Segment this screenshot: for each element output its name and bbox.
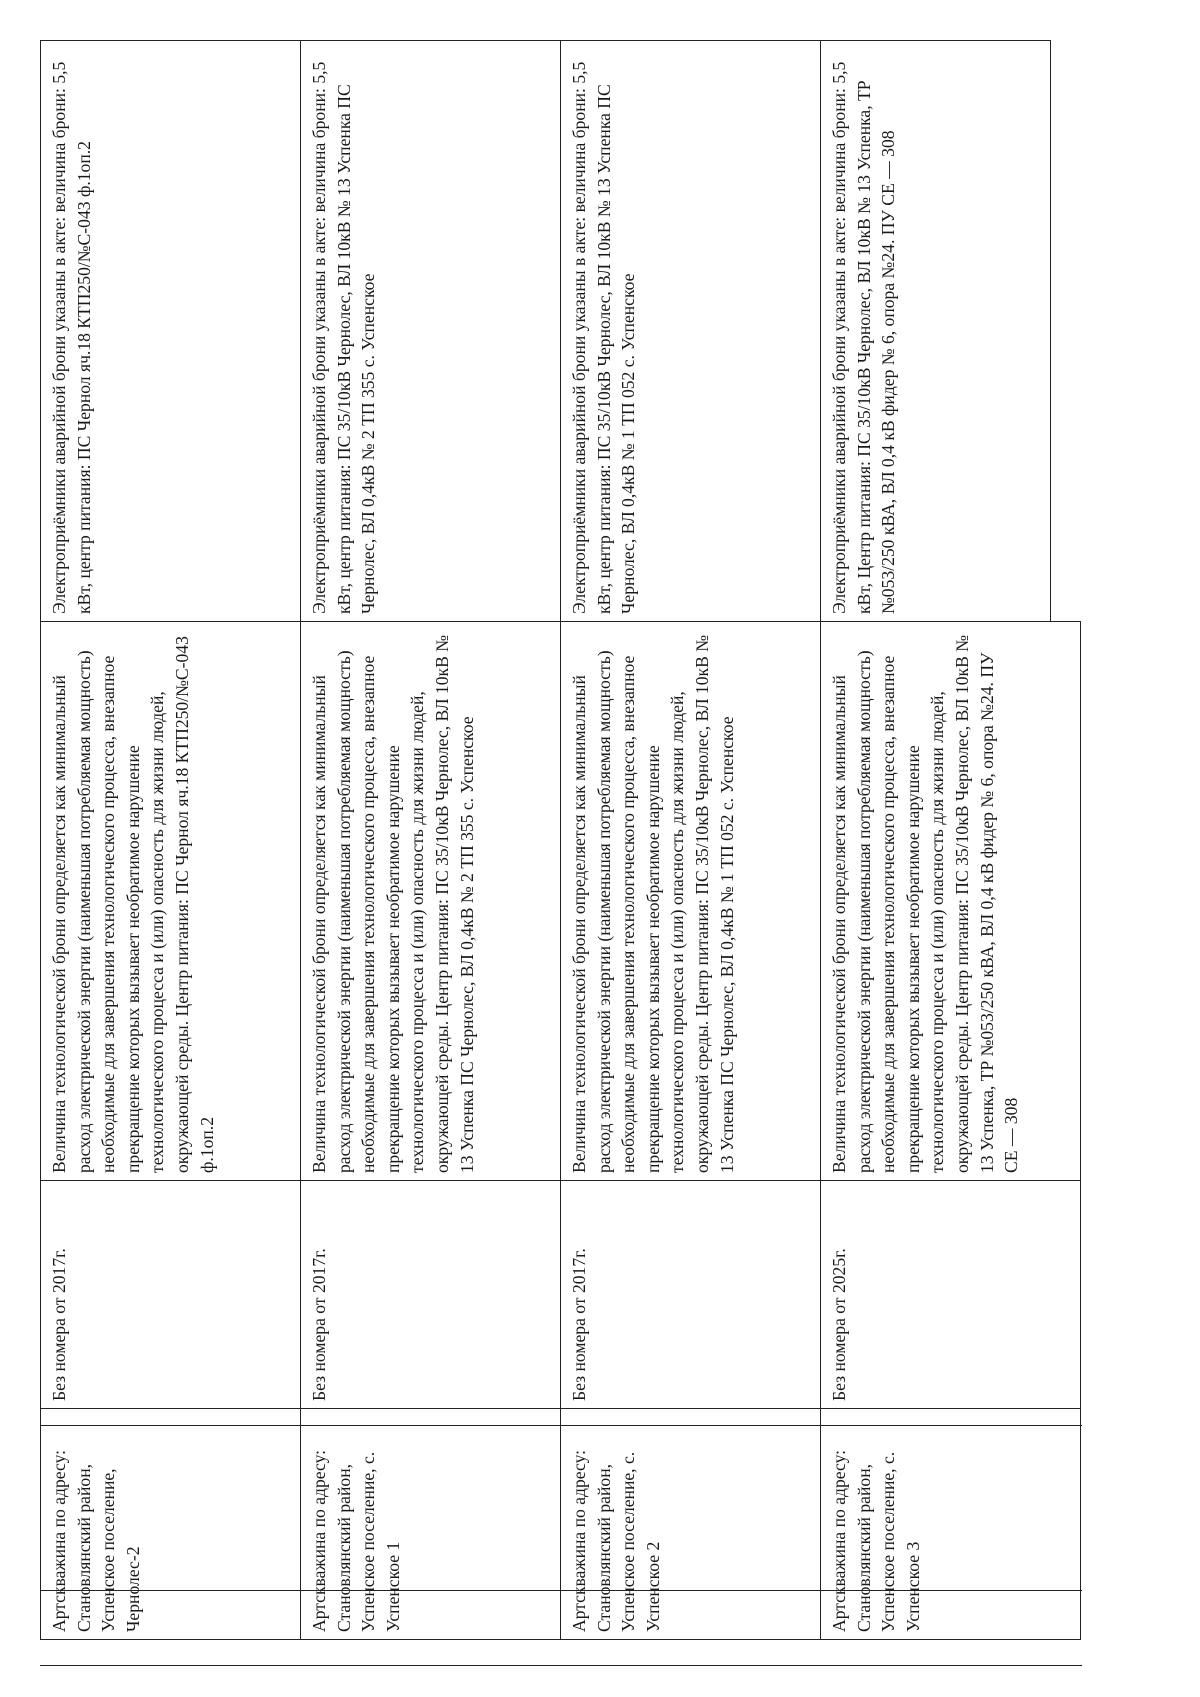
technological-reserve-cell: Величина технологической брони определяется как минимальный расход электрической энергии (наименьшая потребляемая мощность) необходимые для завершения технологического процесса, внезапное прекращение которых вызывает необратимое нарушение технологического процесса и (или) опасность для жизни людей, окружающей среды. Центр питания: ПС 35/10кВ Чернолес, ВЛ 10кВ № 13 Успенка ПС Чернолес, ВЛ 0,4кВ № 2 ТП 355 с. Успенское [300, 621, 561, 1181]
object-address-cell: Артскважина по адресу: Становлянский район, Успенское поселение, с. Успенское 3 [820, 1408, 1081, 1640]
act-document-cell: Без номера от 2017г. [560, 1180, 821, 1409]
act-document-cell: Без номера от 2017г. [40, 1180, 301, 1409]
object-address-cell: Артскважина по адресу: Становлянский район, Успенское поселение, с. Успенское 2 [560, 1408, 821, 1640]
rotated-table-page [40, 40, 1082, 1640]
technological-reserve-cell: Величина технологической брони определяется как минимальный расход электрической энергии (наименьшая потребляемая мощность) необходимые для завершения технологического процесса, внезапное прекращение которых вызывает необратимое нарушение технологического процесса и (или) опасность для жизни людей, окружающей среды. Центр питания: ПС 35/10кВ Чернолес, ВЛ 10кВ № 13 Успенка ПС Чернолес, ВЛ 0,4кВ № 1 ТП 052 с. Успенское [560, 621, 821, 1181]
object-address-cell: Артскважина по адресу: Становлянский район, Успенское поселение, с. Успенское 1 [300, 1408, 561, 1640]
emergency-reserve-cell: Электроприёмники аварийной брони указаны в акте: величина брони: 5,5 кВт, Центр питания: ПС 35/10кВ Чернолес, ВЛ 10кВ № 13 Успенка, ТР №053/250 кВА, ВЛ 0,4 кВ фидер № 6, опора №24. ПУ СЕ — 308 [820, 40, 1051, 622]
emergency-reserve-cell: Электроприёмники аварийной брони указаны в акте: величина брони: 5,5 кВт, центр питания: ПС 35/10кВ Чернолес, ВЛ 10кВ № 13 Успенка ПС Чернолес, ВЛ 0,4кВ № 1 ТП 052 с. Успенское [560, 40, 821, 622]
technological-reserve-cell: Величина технологической брони определяется как минимальный расход электрической энергии (наименьшая потребляемая мощность) необходимые для завершения технологического процесса, внезапное прекращение которых вызывает необратимое нарушение технологического процесса и (или) опасность для жизни людей, окружающей среды. Центр питания: ПС Чернол яч.18 КТП250/№С-043 ф.1оп.2 [40, 621, 301, 1181]
emergency-reserve-cell: Электроприёмники аварийной брони указаны в акте: величина брони: 5,5 кВт, центр питания: ПС 35/10кВ Чернолес, ВЛ 10кВ № 13 Успенка ПС Чернолес, ВЛ 0,4кВ № 2 ТП 355 с. Успенское [300, 40, 561, 622]
object-address-cell: Артскважина по адресу: Становлянский район, Успенское поселение, Чернолес-2 [40, 1408, 301, 1640]
act-document-cell: Без номера от 2025г. [820, 1180, 1081, 1409]
act-document-cell: Без номера от 2017г. [300, 1180, 561, 1409]
technological-reserve-cell: Величина технологической брони определяется как минимальный расход электрической энергии (наименьшая потребляемая мощность) необходимые для завершения технологического процесса, внезапное прекращение которых вызывает необратимое нарушение технологического процесса и (или) опасность для жизни людей, окружающей среды. Центр питания: ПС 35/10кВ Чернолес, ВЛ 10кВ № 13 Успенка, ТР №053/250 кВА, ВЛ 0,4 кВ фидер № 6, опора №24. ПУ СЕ — 308 [820, 621, 1081, 1181]
horizontal-rule [40, 1425, 1082, 1426]
backup-power-table [40, 40, 1082, 1640]
horizontal-rule [40, 1590, 1082, 1591]
emergency-reserve-cell: Электроприёмники аварийной брони указаны в акте: величина брони: 5,5 кВт, центр питания: ПС Чернол яч.18 КТП250/№С-043 ф.1оп.2 [40, 40, 301, 622]
horizontal-rule [40, 1665, 1082, 1666]
